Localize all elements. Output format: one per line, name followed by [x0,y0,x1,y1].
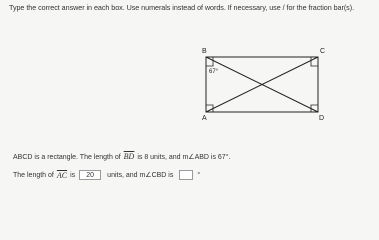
answer-is-text: is [70,171,76,179]
segment-bd: $\overline{BD}$ [123,152,135,161]
vertex-d-label: D [319,115,325,122]
vertex-b-label: B [202,48,207,55]
vertex-a-label: A [202,115,207,122]
length-ac-input[interactable]: 20 [79,170,101,180]
problem-part2: is 8 units, and m∠ABD is 67°. [137,154,231,161]
answer-label1: The length of [13,171,54,179]
angle-cbd-input[interactable] [179,170,193,180]
answer-row [13,170,200,180]
instructions-text: Type the correct answer in each box. Use numerals instead of words. If necessary, use / for the fraction bar(s). [9,3,355,12]
vertex-c-label: C [320,48,326,55]
segment-ac: $\overline{AC}$ [56,170,68,180]
problem-statement [13,152,230,161]
angle-67-label: 67° [209,69,219,75]
answer-units-text: units, and m∠CBD is [107,172,174,179]
problem-part1: ABCD is a rectangle. The length of [13,154,121,161]
degree-symbol: ° [197,171,201,179]
